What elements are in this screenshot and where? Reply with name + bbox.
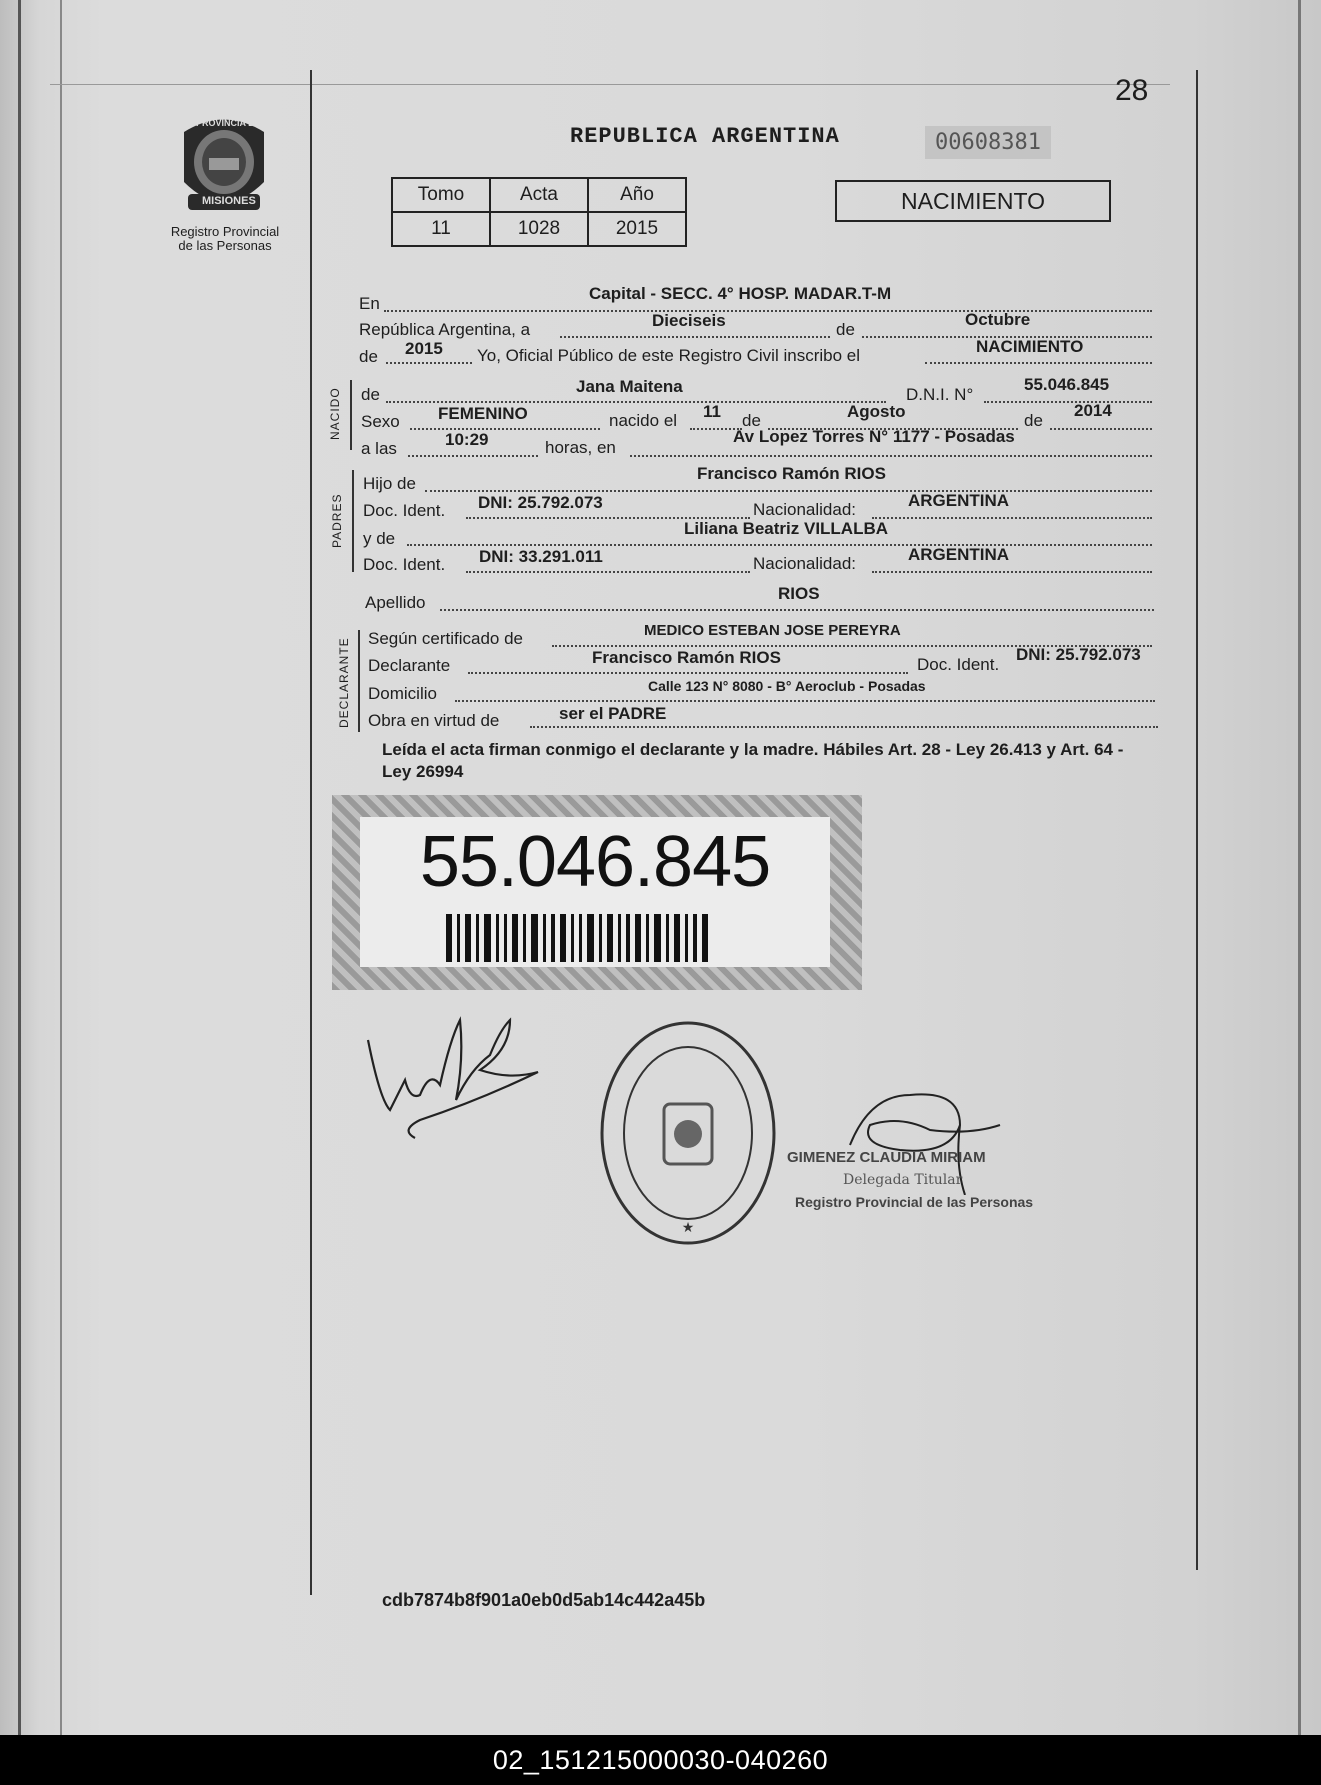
mother-nat-label: Nacionalidad: <box>753 554 857 573</box>
birth-year: 2014 <box>1074 401 1112 420</box>
official-name: GIMENEZ CLAUDIA MIRIAM <box>787 1149 986 1166</box>
padres-bracket <box>352 470 354 572</box>
declarante-value: Francisco Ramón RIOS <box>592 648 781 667</box>
day-value: Dieciseis <box>652 311 726 330</box>
declarant-signature <box>360 1000 550 1150</box>
de-label-bmonth: de <box>742 411 761 430</box>
alas-label: a las <box>361 439 397 458</box>
registry-caption <box>150 225 300 253</box>
cert-label: Según certificado de <box>368 629 523 648</box>
header-ano: Año <box>588 178 686 212</box>
padres-side-label: PADRES <box>330 493 344 548</box>
dni-sticker <box>332 795 862 990</box>
en-label: En <box>359 294 380 313</box>
apellido-label: Apellido <box>365 593 426 612</box>
logo-text-top: PROVINCIA DE <box>196 118 261 128</box>
nacido-side-label: NACIDO <box>328 387 342 440</box>
dots-year <box>386 362 472 364</box>
mother-name: Liliana Beatriz VILLALBA <box>684 519 889 538</box>
dni-sticker-panel <box>360 817 830 967</box>
month-value: Octubre <box>965 310 1031 329</box>
declarante-side-label: DECLARANTE <box>337 637 351 728</box>
mother-doc: DNI: 33.291.011 <box>479 547 603 566</box>
birth-day: 11 <box>703 402 721 421</box>
republica-label: República Argentina, a <box>359 320 531 339</box>
province-logo <box>174 112 274 222</box>
yo-text: Yo, Oficial Público de este Registro Civil inscribo el <box>477 346 860 365</box>
obra-value: ser el PADRE <box>559 704 667 723</box>
child-dni: 55.046.845 <box>1024 375 1110 394</box>
father-doc: DNI: 25.792.073 <box>478 493 603 512</box>
sex-value: FEMENINO <box>438 404 528 423</box>
dots-birth-year <box>1050 428 1152 430</box>
place-value: Capital - SECC. 4° HOSP. MADAR.T-M <box>589 284 892 303</box>
sexo-label: Sexo <box>361 412 400 431</box>
register-table-values <box>392 212 686 246</box>
official-registry: Registro Provincial de las Personas <box>795 1194 1034 1210</box>
year-value: 2015 <box>405 339 443 358</box>
de-label-byear: de <box>1024 411 1043 430</box>
value-acta: 1028 <box>490 212 588 246</box>
dots-declarante <box>468 672 908 674</box>
dots-inscribed <box>925 362 1152 364</box>
mother-nationality: ARGENTINA <box>908 545 1010 564</box>
inscribed-value: NACIMIENTO <box>976 337 1084 356</box>
dots-obra <box>530 726 1158 728</box>
barcode <box>446 914 713 962</box>
child-name: Jana Maitena <box>576 377 683 396</box>
dni-label: D.N.I. N° <box>906 385 974 404</box>
hijo-label: Hijo de <box>363 474 416 493</box>
header-tomo: Tomo <box>392 178 490 212</box>
closing-notice: Leída el acta firman conmigo el declarante y la madre. Hábiles Art. 28 - Ley 26.413 y Art. 64 - Ley 26994 <box>382 740 1124 781</box>
de-label-month: de <box>836 320 855 339</box>
dots-time <box>408 455 538 457</box>
country-title: REPUBLICA ARGENTINA <box>570 124 840 149</box>
father-nationality: ARGENTINA <box>908 491 1010 510</box>
dots-domicilio <box>455 700 1155 702</box>
dots-dni <box>984 401 1152 403</box>
serial-number: 00608381 <box>925 126 1051 159</box>
right-border-line <box>1196 70 1198 1570</box>
dots-father-nat <box>872 517 1152 519</box>
father-doc-label: Doc. Ident. <box>363 501 446 520</box>
seal-stamp-icon <box>598 1018 778 1248</box>
file-caption: 02_151215000030-040260 <box>492 1745 829 1775</box>
page-number: 28 <box>1115 74 1149 107</box>
dots-name <box>386 401 886 403</box>
registry-caption-line1: Registro Provincial <box>170 224 280 239</box>
dots-place <box>384 310 1152 312</box>
birth-month: Agosto <box>847 402 906 421</box>
dots-mother <box>407 544 1152 546</box>
birth-time: 10:29 <box>445 430 489 449</box>
nacido-el-label: nacido el <box>609 411 678 430</box>
dots-apellido <box>440 609 1154 611</box>
de-label-year: de <box>359 347 378 366</box>
cert-value: MEDICO ESTEBAN JOSE PEREYRA <box>644 622 901 639</box>
dots-day <box>560 336 830 338</box>
value-tomo: 11 <box>392 212 490 246</box>
declarante-label: Declarante <box>368 656 451 675</box>
yde-label: y de <box>363 529 396 548</box>
top-rule <box>50 84 1170 85</box>
declarante-doc-label: Doc. Ident. <box>917 655 1000 674</box>
document-hash: cdb7874b8f901a0eb0d5ab14c442a45b <box>382 1590 706 1610</box>
register-table <box>391 177 687 247</box>
dots-sex <box>410 428 600 430</box>
declarante-bracket <box>358 630 360 732</box>
register-table-header <box>392 178 686 212</box>
obra-label: Obra en virtud de <box>368 711 500 730</box>
apellido-value: RIOS <box>778 584 820 603</box>
sticker-dni-number: 55.046.845 <box>419 822 771 902</box>
domicilio-value: Calle 123 N° 8080 - B° Aeroclub - Posadas <box>648 678 926 694</box>
header-acta: Acta <box>490 178 588 212</box>
birth-place: Av Lopez Torres N° 1177 - Posadas <box>733 427 1015 446</box>
horas-label: horas, en <box>545 438 616 457</box>
page-edge <box>1298 0 1301 1735</box>
binding-strip <box>18 0 62 1735</box>
nacido-de-label: de <box>361 385 380 404</box>
official-seal <box>598 1018 778 1248</box>
registry-caption-line2: de las Personas <box>178 238 272 253</box>
father-name: Francisco Ramón RIOS <box>697 464 886 483</box>
left-border-line <box>310 70 312 1595</box>
father-nat-label: Nacionalidad: <box>753 500 857 519</box>
logo-text-bottom: MISIONES <box>202 195 256 207</box>
value-ano: 2015 <box>588 212 686 246</box>
dots-father <box>425 490 1152 492</box>
dots-birth-place <box>630 455 1152 457</box>
domicilio-label: Domicilio <box>368 684 437 703</box>
svg-text:★: ★ <box>681 1220 695 1236</box>
nacido-bracket <box>350 380 352 450</box>
official-title: Delegada Titular <box>843 1172 963 1188</box>
act-type-box: NACIMIENTO <box>835 180 1111 222</box>
dots-mother-doc <box>466 571 750 573</box>
dots-mother-nat <box>872 571 1152 573</box>
declarante-doc: DNI: 25.792.073 <box>1016 645 1141 664</box>
mother-doc-label: Doc. Ident. <box>363 555 446 574</box>
